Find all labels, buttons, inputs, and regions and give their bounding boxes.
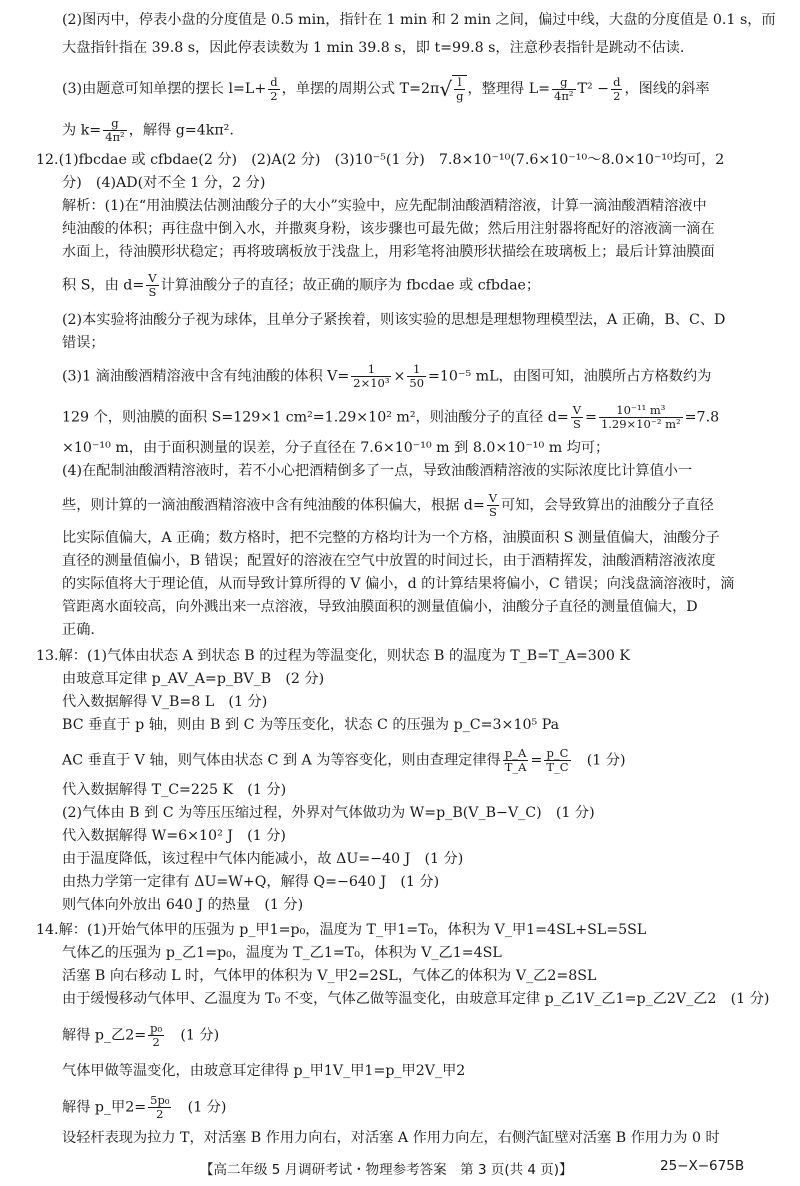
fraction: $\frac{\text{5p₀}}{2}$: [150, 1093, 170, 1121]
text-line: 纯油酸的体积；再往盘中倒入水，并撒爽身粉，该步骤也可最先做；然后用注射器将配好的溶液滴一滴在: [62, 221, 715, 237]
text-line: 14.解：(1)开始气体甲的压强为 p_甲1=p₀，温度为 T_甲1=T₀，体积为 V_甲1=4SL+SL=5SL: [36, 922, 647, 938]
fraction: $\frac{g}{\text{4π²}}$: [554, 74, 574, 103]
text-line: 大盘指针指在 39.8 s，因此停表读数为 1 min 39.8 s，即 t=99.8 s，注意秒表指针是跳动不估读.: [62, 40, 685, 56]
text-line: ×10⁻¹⁰ m，由于面积测量的误差，分子直径在 7.6×10⁻¹⁰ m 到 8.0×10⁻¹⁰ m 均可；: [62, 440, 610, 456]
fraction: $\frac{V}{S}$: [148, 271, 157, 299]
fraction: $\frac{\text{p₀}}{2}$: [150, 1021, 163, 1049]
text-line: 气体乙的压强为 p_乙1=p₀，温度为 T_乙1=T₀，体积为 V_乙1=4SL: [62, 945, 502, 961]
fraction: $\frac{g}{\text{4π²}}$: [105, 116, 125, 144]
text-line: 由于温度降低，该过程中气体内能减小，故 ΔU=−40 J (1 分): [62, 851, 464, 867]
text-line: 则气体向外放出 640 J 的热量 (1 分): [62, 897, 304, 913]
fraction: $\frac{p\_C}{T\_C}$: [546, 746, 569, 774]
text-line: 代入数据解得 V_B=8 L (1 分): [62, 694, 268, 710]
text-line: (3)由题意可知单摆的摆长 l=L+ $\frac{d}{2}$ ，单摆的周期公式 T=2π√ $\frac{l}{g}$ ，整理得 L= $\frac{g}{\text{4π²}}$ T² − $\frac{d}{2}$ ，图线的斜率: [62, 74, 710, 103]
footer-title: 【高二年级 5 月调研考试・物理参考答案 第 3 页(共 4 页)】: [200, 1162, 573, 1178]
text-line: (2)图丙中，停表小盘的分度值是 0.5 min，指针在 1 min 和 2 min 之间，偏过中线，大盘的分度值是 0.1 s，而: [62, 12, 776, 28]
text-line: (2)气体由 B 到 C 为等压压缩过程，外界对气体做功为 W=p_B(V_B−V_C) (1 分): [62, 805, 595, 821]
text-line: 直径的测量值偏小，B 错误；配置好的溶液在空气中放置的时间过长，由于酒精挥发，油酸酒精溶液浓度: [62, 553, 716, 569]
text-line: 12.(1)fbcdae 或 cfbdae(2 分) (2)A(2 分) (3)10⁻⁵(1 分) 7.8×10⁻¹⁰(7.6×10⁻¹⁰～8.0×10⁻¹⁰均可，2: [36, 152, 725, 168]
fraction: $\frac{d}{2}$: [270, 74, 278, 103]
text-line: 气体甲做等温变化，由玻意耳定律得 p_甲1V_甲1=p_甲2V_甲2: [62, 1063, 466, 1079]
text-line: 积 S，由 d= $\frac{V}{S}$ 计算油酸分子的直径；故正确的顺序为 fbcdae 或 cfbdae；: [62, 271, 541, 299]
text-line: 水面上，待油膜形状稳定；再将玻璃板放于浅盘上，用彩笔将油膜形状描绘在玻璃板上；最后计算油膜面: [62, 244, 715, 260]
sqrt-sign: √: [439, 77, 453, 101]
text-line: 分) (4)AD(对不全 1 分，2 分): [62, 175, 266, 191]
text-line: 代入数据解得 W=6×10² J (1 分): [62, 828, 286, 844]
text-line: 些，则计算的一滴油酸酒精溶液中含有纯油酸的体积偏大，根据 d= $\frac{V}{S}$ 可知，会导致算出的油酸分子直径: [62, 491, 714, 519]
fraction: $\frac{V}{S}$: [488, 491, 498, 519]
text-line: 由玻意耳定律 p_AV_A=p_BV_B (2 分): [62, 671, 325, 687]
text-line: 解得 p_甲2= $\frac{\text{5p₀}}{2}$ (1 分): [62, 1093, 227, 1121]
fraction: $\frac{p\_A}{T\_A}$: [504, 746, 527, 774]
text-line: BC 垂直于 p 轴，则由 B 到 C 为等压变化，状态 C 的压强为 p_C=3×10⁵ Pa: [62, 717, 560, 733]
text-line: 129 个，则油膜的面积 S=129×1 cm²=1.29×10² m²，则油酸分子的直径 d= $\frac{V}{S}$ = $\frac{\text{10⁻¹¹ m³}}{\text{1.29×10⁻² m²}}$ =7.8: [62, 403, 720, 431]
text-line: 解得 p_乙2= $\frac{\text{p₀}}{2}$ (1 分): [62, 1021, 220, 1049]
text-line: 比实际值偏大，A 正确；数方格时，把不完整的方格均计为一个方格，油膜面积 S 测量值偏大，油酸分子: [62, 530, 720, 546]
text-line: (3)1 滴油酸酒精溶液中含有纯油酸的体积 V= $\frac{1}{\text{2×10³}}$ × $\frac{1}{50}$ =10⁻⁵ mL，由图可知，油膜所占方格数约为: [62, 362, 712, 390]
text-line: 代入数据解得 T_C=225 K (1 分): [62, 782, 287, 798]
text-line: 13.解：(1)气体由状态 A 到状态 B 的过程为等温变化，则状态 B 的温度为 T_B=T_A=300 K: [36, 648, 630, 664]
fraction: $\frac{l}{g}$: [456, 75, 464, 103]
fraction: $\frac{\text{10⁻¹¹ m³}}{\text{1.29×10⁻² m²}}$: [600, 403, 681, 431]
fraction: $\frac{d}{2}$: [613, 74, 621, 103]
text-line: 由于缓慢移动气体甲、乙温度为 T₀ 不变，气体乙做等温变化，由玻意耳定律 p_乙1V_乙1=p_乙2V_乙2 (1 分): [62, 991, 770, 1007]
text-line: 设轻杆表现为拉力 T，对活塞 B 作用力向右，对活塞 A 作用力向左，右侧汽缸壁对活塞 B 作用力为 0 时: [62, 1130, 720, 1146]
text-line: 解析：(1)在“用油膜法估测油酸分子的大小”实验中，应先配制油酸酒精溶液，计算一滴油酸酒精溶液中: [62, 198, 707, 214]
text-line: 管距离水面较高，向外溅出来一点溶液，导致油膜面积的测量值偏小，油酸分子直径的测量值偏大，D: [62, 599, 698, 615]
text-line: 正确.: [62, 622, 95, 638]
text-line: (2)本实验将油酸分子视为球体，且单分子紧挨着，则该实验的思想是理想物理模型法，A 正确，B、C、D: [62, 312, 726, 328]
fraction: $\frac{V}{S}$: [572, 403, 582, 431]
text-line: AC 垂直于 V 轴，则气体由状态 C 到 A 为等容变化，则由查理定律得 $\frac{p\_A}{T\_A}$ = $\frac{p\_C}{T\_C}$ (1 分): [62, 746, 626, 774]
text-line: 错误；: [62, 335, 105, 351]
text-line: 活塞 B 向右移动 L 时，气体甲的体积为 V_甲2=2SL，气体乙的体积为 V_乙2=8SL: [62, 968, 597, 984]
text-line: 为 k= $\frac{g}{\text{4π²}}$ ，解得 g=4kπ².: [62, 116, 234, 144]
text-line: (4)在配制油酸酒精溶液时，若不小心把酒精倒多了一点，导致油酸酒精溶液的实际浓度比计算值小一: [62, 463, 693, 479]
text-line: 的实际值将大于理论值，从而导致计算所得的 V 偏小，d 的计算结果将偏小，C 错误；向浅盘滴溶液时，滴: [62, 576, 735, 592]
text-line: 由热力学第一定律有 ΔU=W+Q，解得 Q=−640 J (1 分): [62, 874, 440, 890]
fraction: $\frac{1}{50}$: [409, 362, 425, 390]
footer-code: 25−X−675B: [660, 1158, 745, 1174]
fraction: $\frac{1}{\text{2×10³}}$: [353, 362, 390, 390]
